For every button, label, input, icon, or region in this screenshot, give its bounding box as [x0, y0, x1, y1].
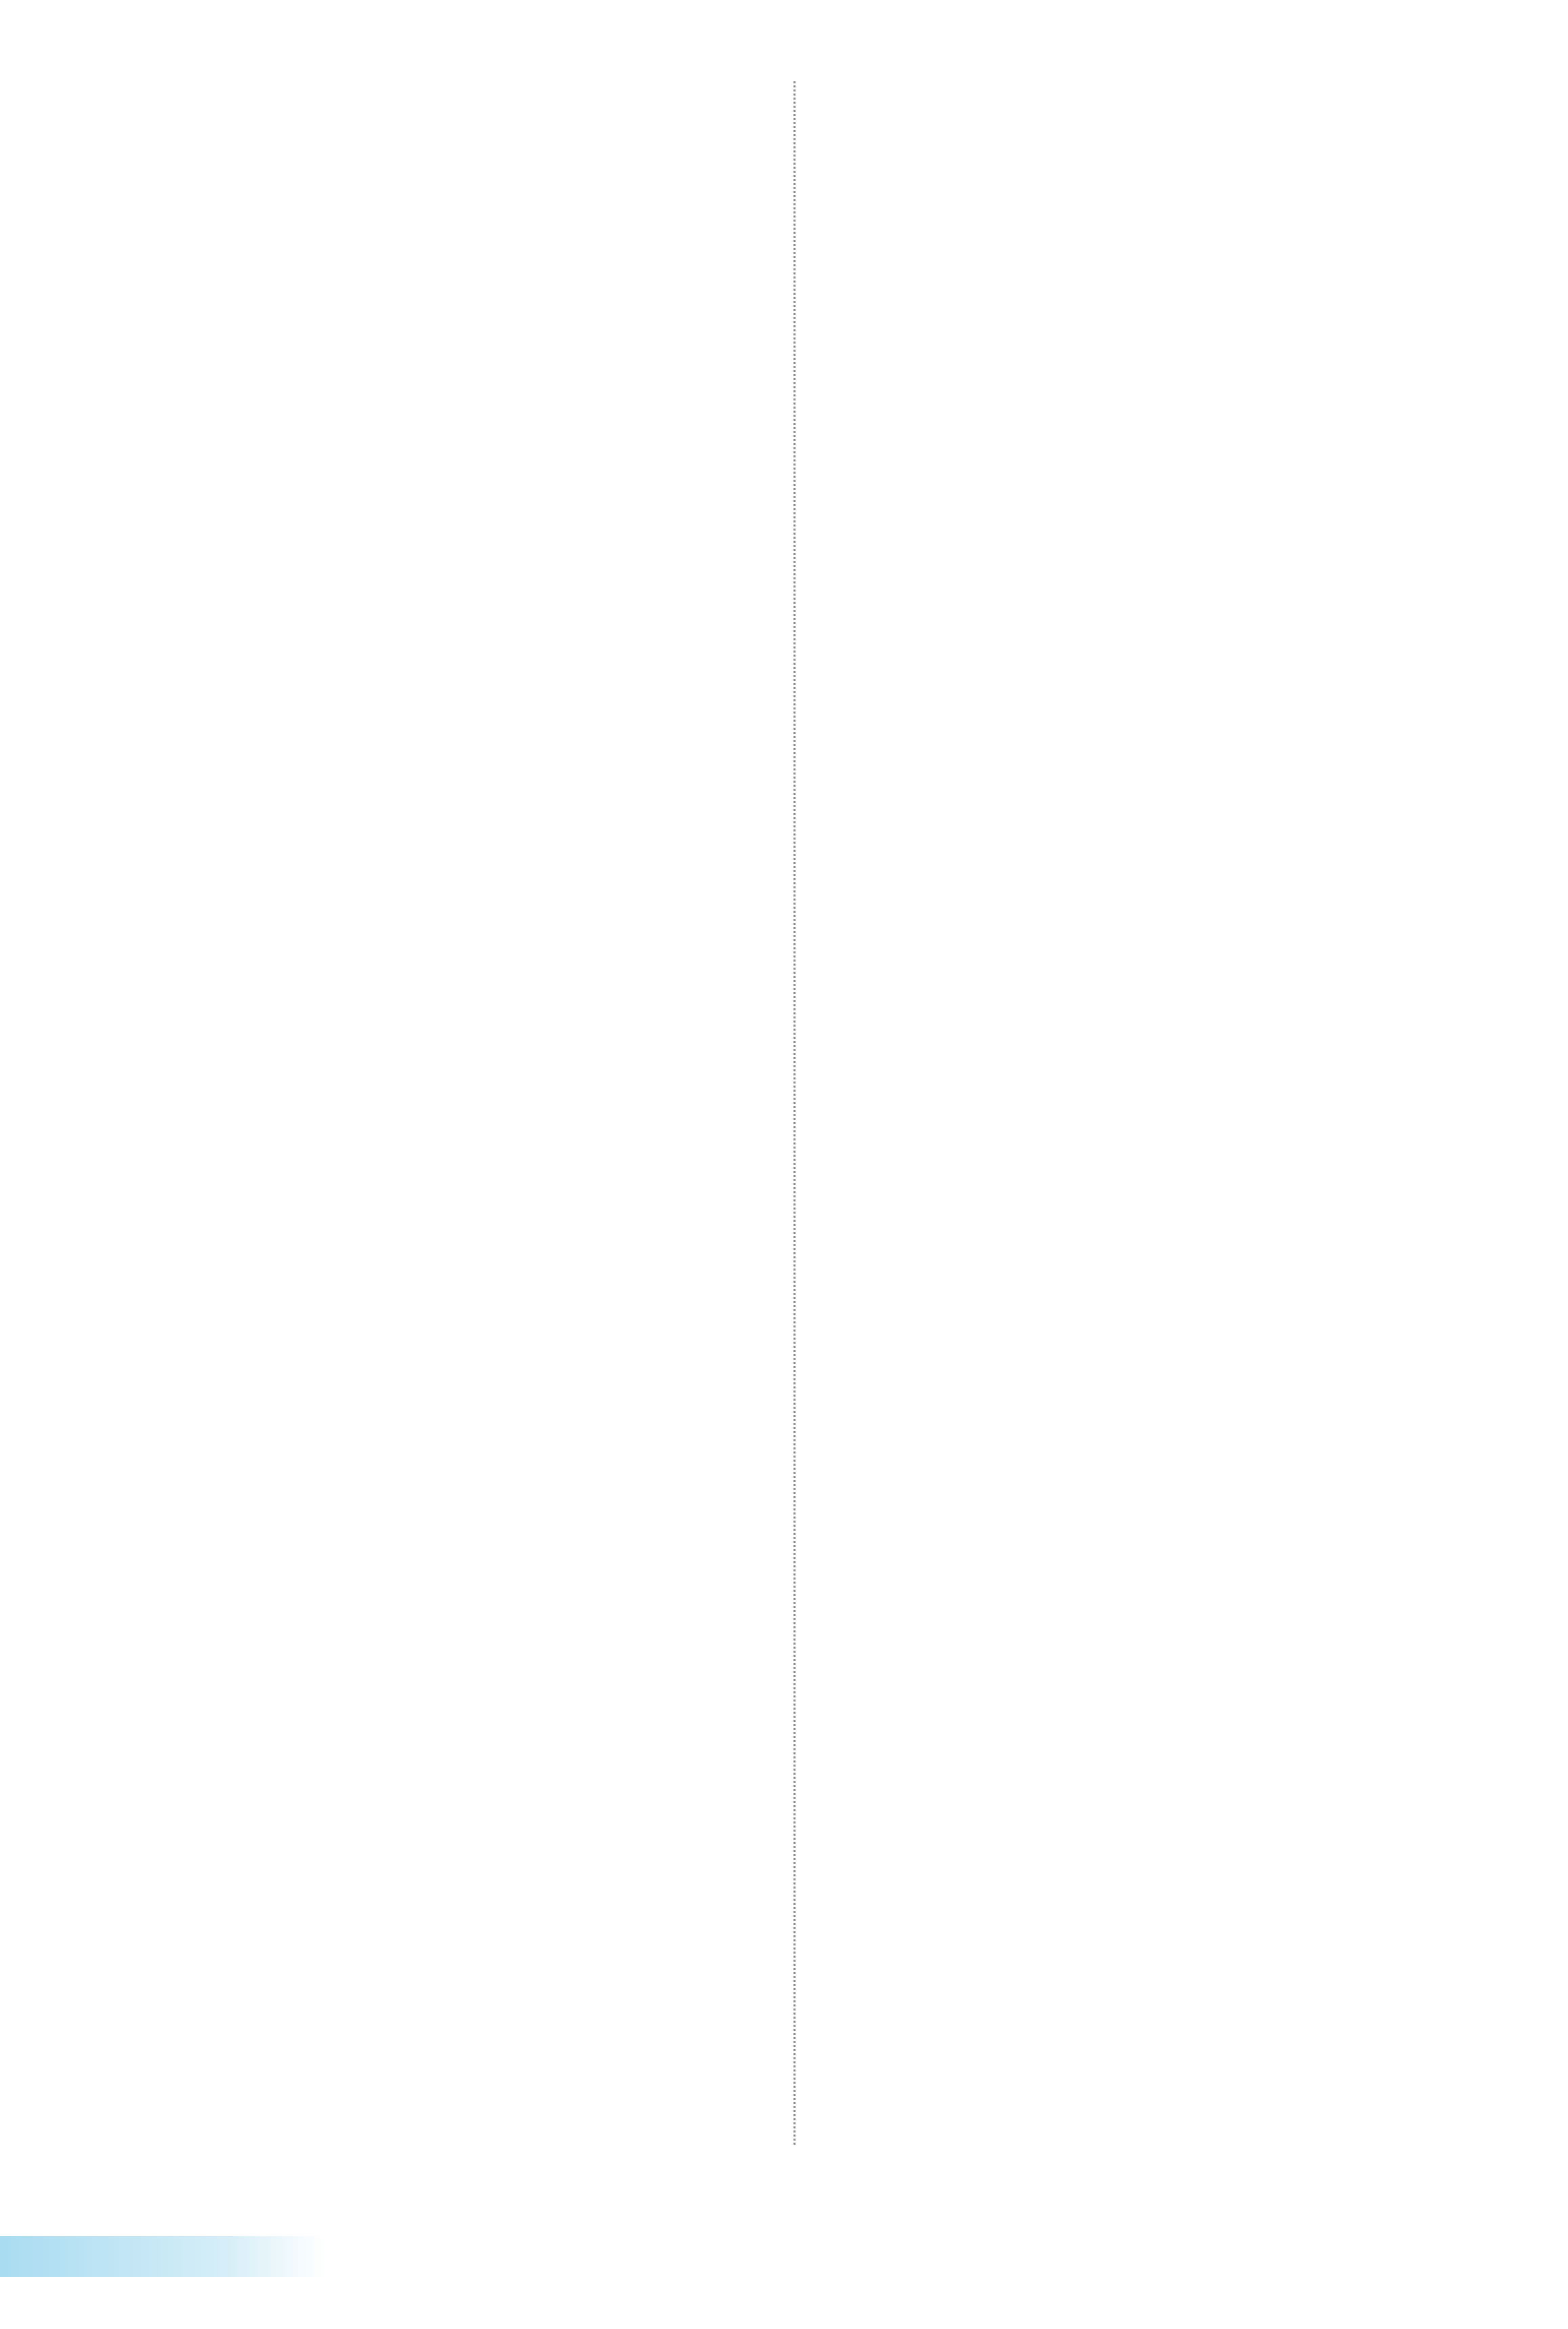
column-divider: [793, 81, 796, 2145]
footer-band: [0, 2236, 325, 2277]
